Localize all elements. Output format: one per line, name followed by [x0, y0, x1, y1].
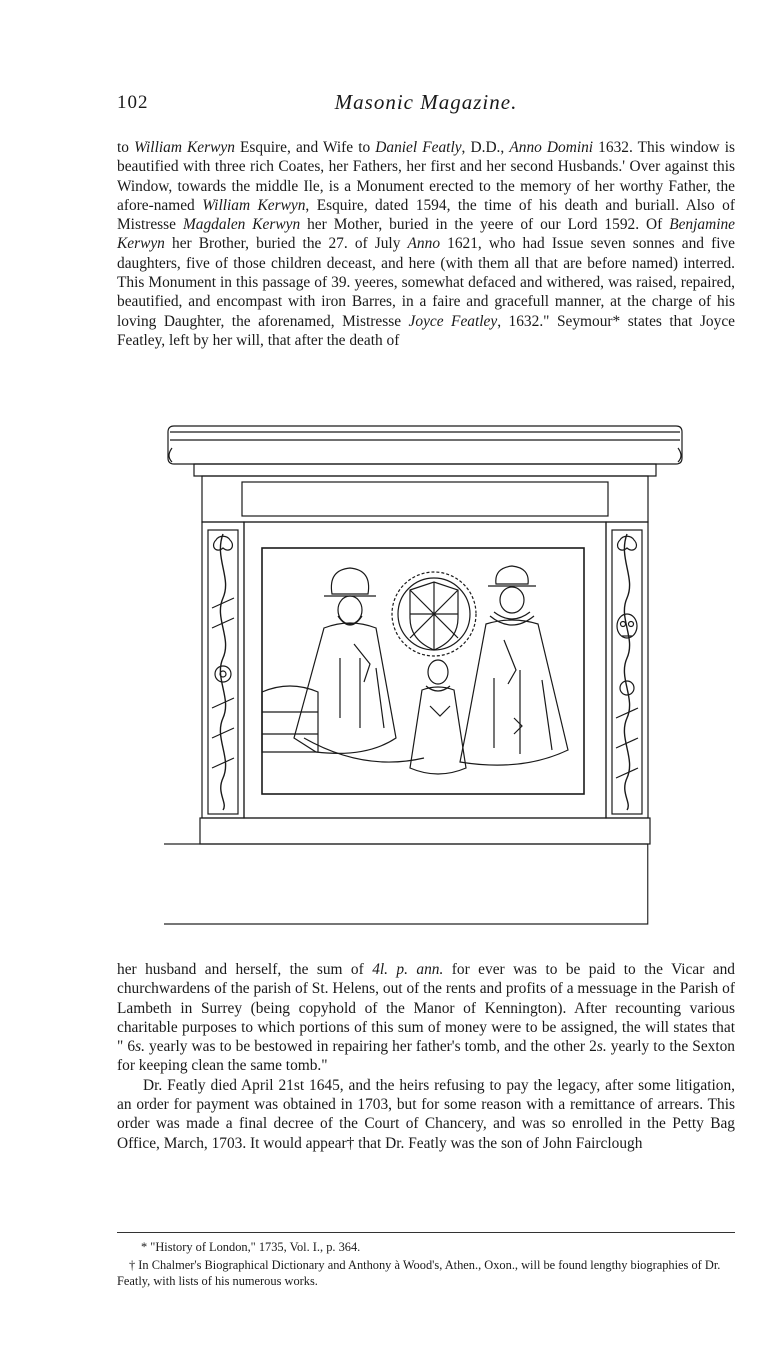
italic-run: Daniel Featly	[375, 139, 462, 156]
text-run: 1632. This window is beautified with three rich Coates, her Fathers, her first and her second Husbands.' Over against this Window, towards the middle Ile, is a Monument erected to the memory of her worthy Father, the afore-named	[117, 139, 735, 214]
footnote-rule	[117, 1232, 735, 1233]
frieze	[202, 476, 648, 522]
text-run: 1621, who had Issue seven sonnes and five daughters, five of those children deceast, and here (with them all that are before named) interred. This Monument in this passage of 39. yeeres, somewhat defaced and withered, was raised, repaired, beautified, and encompast with iron Barres, in a faire and gracefull manner, at the charge of his loving Daughter, the aforenamed, Mistresse	[117, 235, 736, 330]
body-text-top	[117, 138, 735, 350]
text-run: yearly to the Sexton for keeping clean the same tomb."	[117, 1038, 736, 1075]
paragraph	[117, 1076, 735, 1153]
footnotes	[117, 1239, 735, 1291]
italic-run: Magdalen Kerwyn	[182, 216, 301, 234]
italic-run: 4l. p. ann.	[372, 961, 444, 978]
prayer-desk	[262, 686, 318, 752]
monument-illustration	[164, 418, 686, 952]
text-run: Dr. Featly died April 21st 1645, and the heirs refusing to pay the legacy, after some litigation, an order for payment was obtained in 1703, but for some reason with a remittance of arrears. This order was made a final decree of the Court of Chancery, and was so enrolled in the Petty Bag Office, March, 1703. It would appear† that Dr. Featly was the son of John Fairclough	[117, 1076, 735, 1152]
body-text-bottom	[117, 960, 735, 1153]
italic-run: Anno	[407, 235, 441, 253]
italic-run: Joyce Featley	[408, 312, 498, 330]
italic-run: Benjamine Kerwyn	[117, 216, 736, 253]
paragraph	[117, 138, 735, 350]
paragraph	[117, 960, 735, 1076]
monument-base	[164, 818, 650, 924]
text-run: her husband and herself, the sum of	[117, 961, 373, 978]
text-run: Esquire, and Wife to	[234, 139, 376, 156]
italic-run: s.	[596, 1038, 607, 1056]
footnote: * "History of London," 1735, Vol. I., p. 364.	[141, 1240, 361, 1254]
running-head: Masonic Magazine.	[334, 90, 518, 114]
text-run: , Esquire, dated 1594, the time of his death and buriall. Also of Mistresse	[117, 196, 735, 234]
text-run: for ever was to be paid to the Vicar and churchwardens of the parish of St. Helens, out of the rents and profits of a messuage in the Parish of Lambeth in Surrey (being copyhold of the Manor of Kennington). After recounting various charitable purposes to which portions of this sum of money were to be assigned, the will states that " 6	[117, 961, 735, 1056]
kneeling-man-figure	[294, 568, 424, 762]
italic-run: Anno Domini	[509, 139, 594, 156]
text-run: to	[117, 139, 135, 156]
coat-of-arms-wreath	[392, 572, 476, 656]
italic-run: William Kerwyn	[134, 139, 235, 156]
kneeling-woman-figure	[460, 566, 568, 765]
italic-run: William Kerwyn	[202, 196, 306, 214]
text-run: her Mother, buried in the yeere of our Lord 1592. Of	[300, 216, 670, 234]
text-run: , D.D.,	[461, 139, 510, 156]
page-number: 102	[117, 92, 149, 113]
text-run: , 1632." Seymour* states that Joyce Featley, left by her will, that after the death of	[117, 312, 735, 349]
right-pilaster	[606, 522, 648, 818]
carved-panel	[244, 522, 606, 818]
page-header	[117, 92, 735, 122]
left-pilaster	[202, 522, 244, 818]
italic-run: s.	[135, 1038, 145, 1056]
text-run: yearly was to be bestowed in repairing her father's tomb, and the other 2	[144, 1038, 597, 1056]
footnote: † In Chalmer's Biographical Dictionary and Anthony à Wood's, Athen., Oxon., will be found lengthy biographies of Dr. Featly, with lists of his numerous works.	[117, 1258, 721, 1288]
text-run: her Brother, buried the 27. of July	[164, 235, 408, 253]
cornice	[168, 426, 682, 476]
child-figure	[410, 660, 466, 774]
